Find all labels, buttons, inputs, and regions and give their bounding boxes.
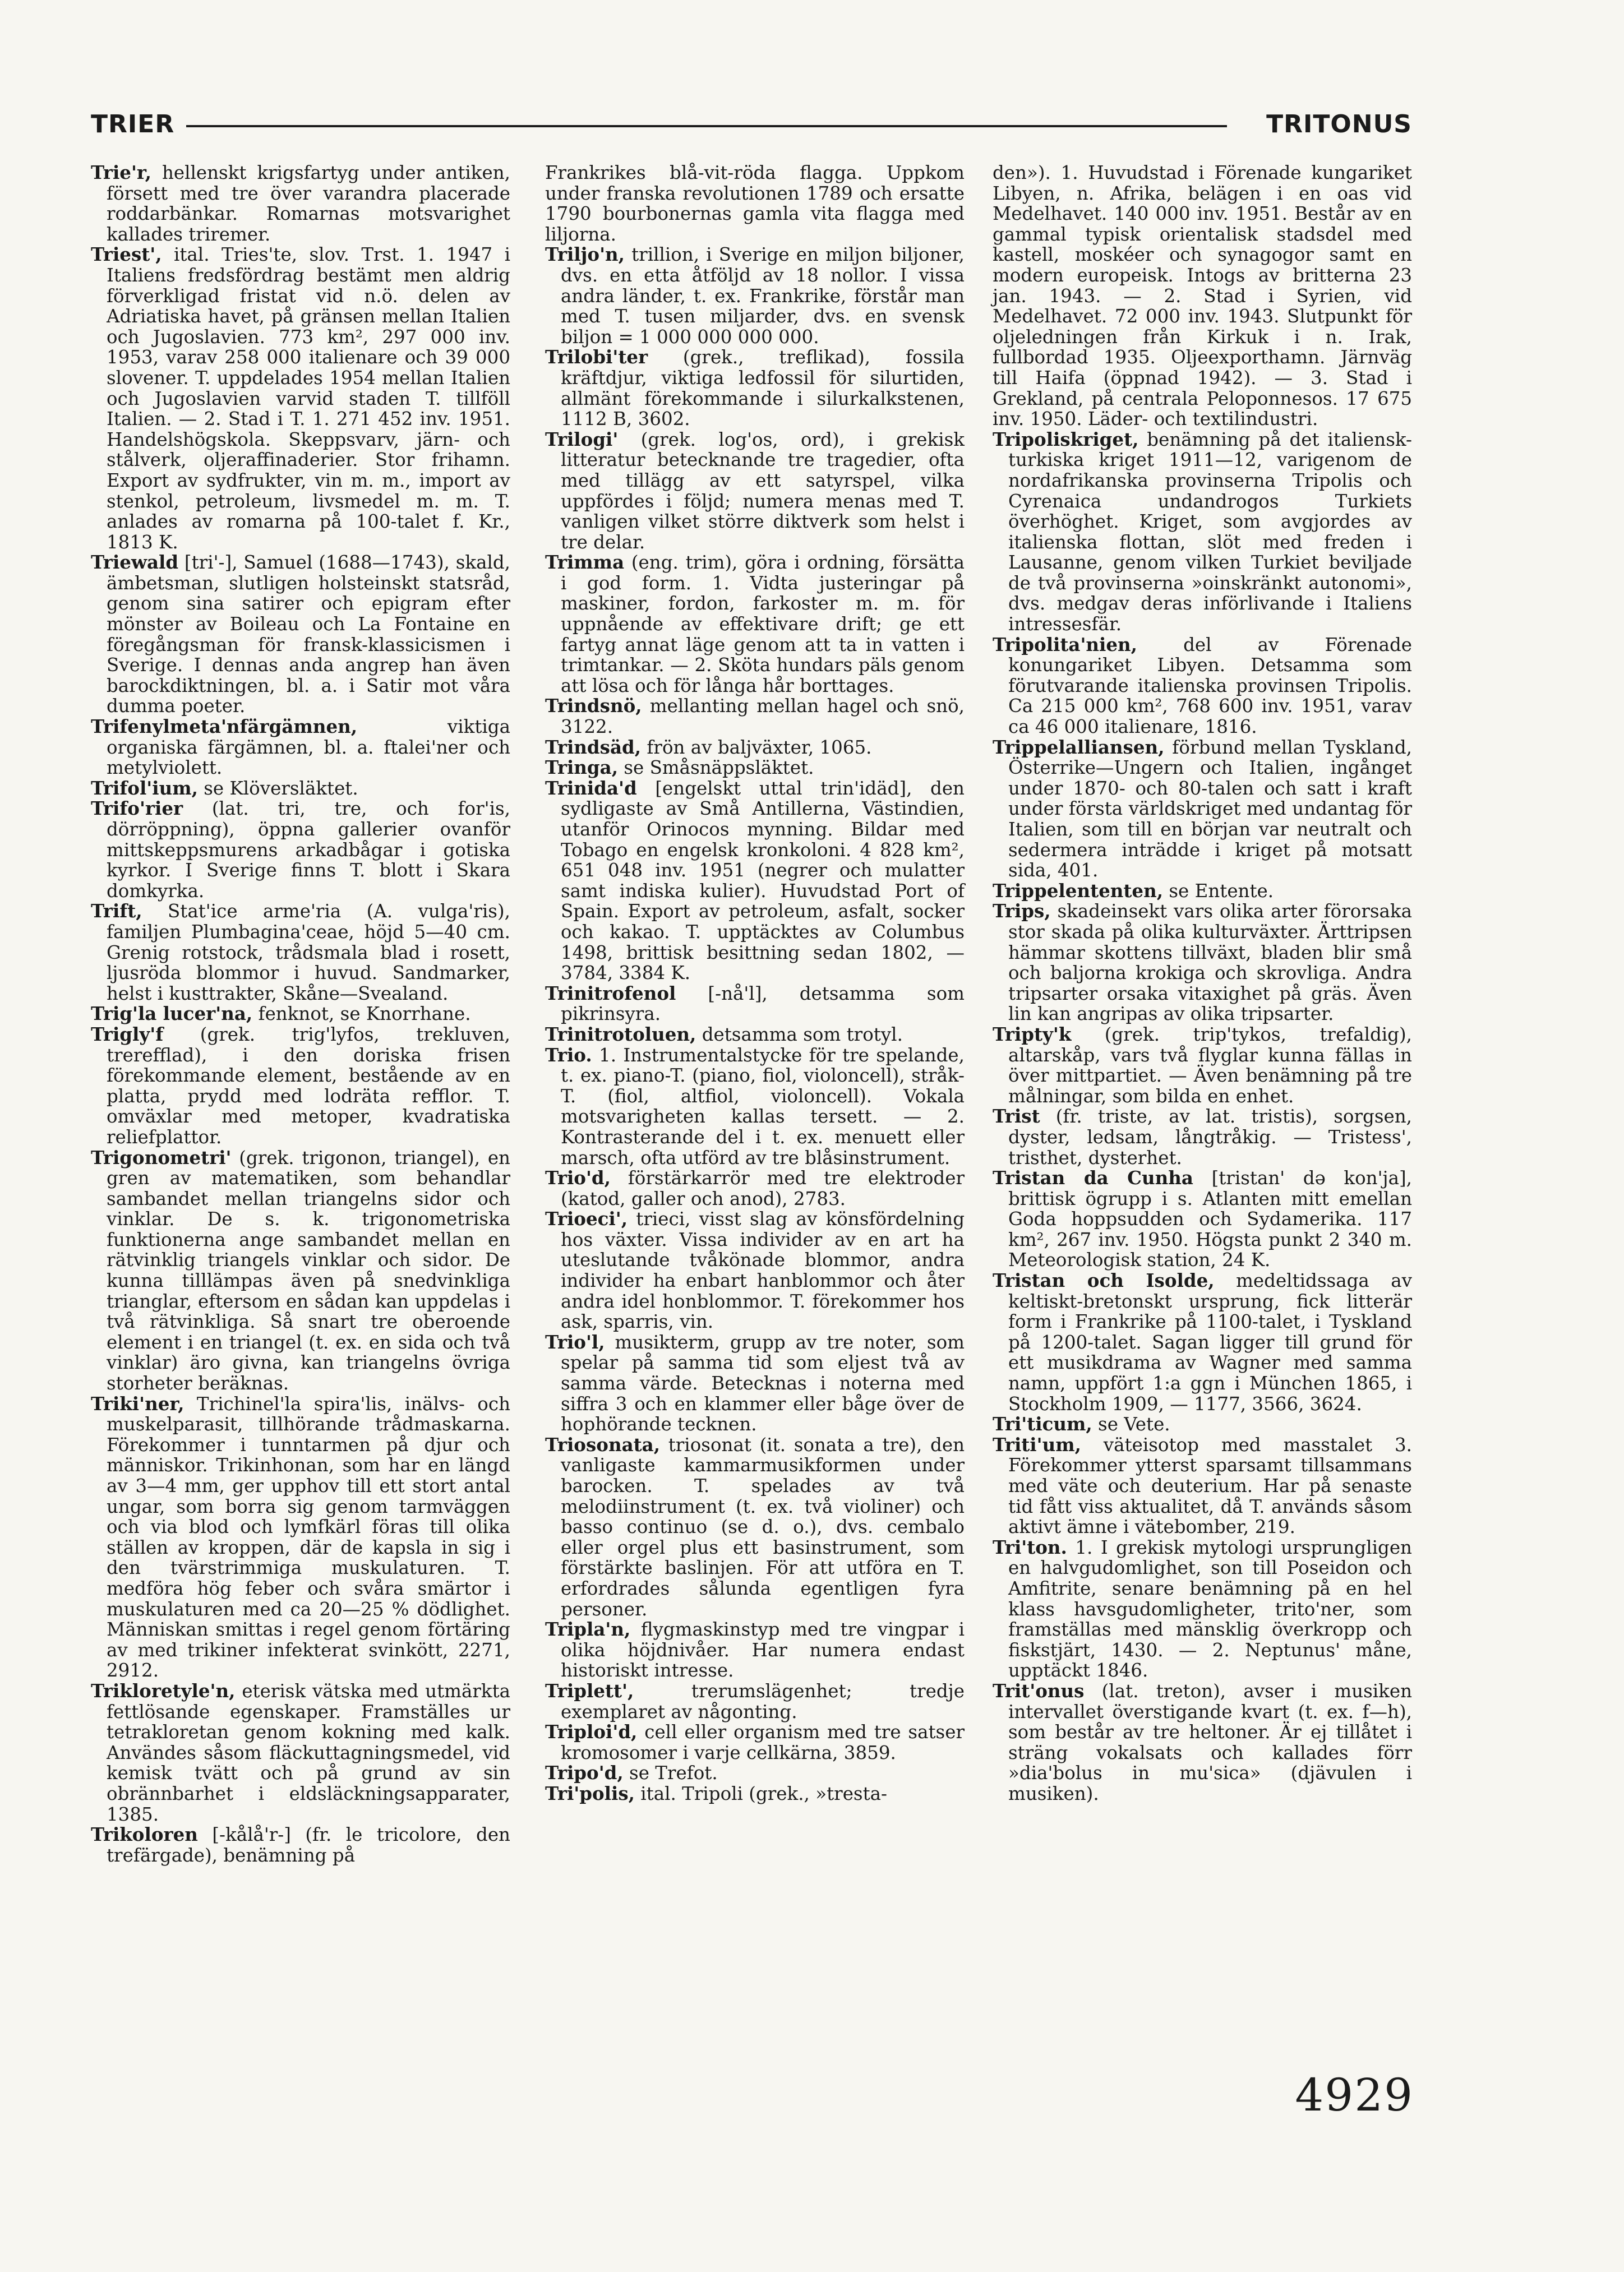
dictionary-entry — [91, 778, 510, 799]
entry-definition: (grek. trigonon, triangel), en gren av matematiken, som behandlar sambandet mellan triangelns sidor och vinklar. De s. k. trigonometriska funktionerna ange sambandet mellan en rätvinklig triangels vinklar och sidor. De kunna tilllämpas även på snedvinkliga trianglar, eftersom en sådan kan uppdelas i två rätvinkliga. Så snart tre oberoende element i en triangel (t. ex. en sida och två vinklar) äro givna, kan triangelns övriga storheter beräknas. — [107, 1147, 510, 1394]
entry-definition: triosonat (it. sonata a tre), den vanligaste kammarmusikformen under barocken. T. spelades av två melodiinstrument (t. ex. två violiner) och basso continuo (se d. o.), dvs. cembalo eller orgel plus ett basinstrument, som förstärkte baslinjen. För att utföra en T. erfordrades sålunda egentligen fyra personer. — [561, 1434, 965, 1620]
entry-definition: [tri'-], Samuel (1688—1743), skald, ämbetsman, slutligen holsteinskt statsråd, genom sina satirer och epigram efter mönster av Boileau och La Fontaine en föregångsman för fransk-klassicismen i Sverige. I dennas anda angrep han även barockdiktningen, bl. a. i Satir mot våra dumma poeter. — [107, 552, 510, 717]
entry-definition: benämning på det italiensk-turkiska kriget 1911—12, varigenom de nordafrikanska provinserna Tripolis och Cyrenaica undandrogos Turkiets överhöghet. Kriget, som avgjordes av italienska flottan, slöt med freden i Lausanne, genom vilken Turkiet beviljade de två provinserna »oinskränkt autonomi», dvs. medgav deras införlivande i Italiens intressesfär. — [1008, 428, 1412, 635]
dictionary-entry — [545, 1209, 965, 1332]
dictionary-entry — [545, 1045, 965, 1169]
dictionary-entry — [993, 635, 1412, 737]
entry-definition: cell eller organism med tre satser kromosomer i varje cellkärna, 3859. — [561, 1721, 965, 1763]
text-column-1 — [91, 163, 510, 1865]
dictionary-entry — [993, 1271, 1412, 1414]
dictionary-entry — [91, 717, 510, 778]
entry-definition: se Vete. — [1092, 1414, 1170, 1435]
dictionary-entry — [545, 1722, 965, 1763]
entry-headword: Trilobi'ter — [545, 346, 648, 368]
dictionary-entry — [545, 1435, 965, 1619]
entry-headword: Trikloretyle'n, — [91, 1679, 236, 1702]
dictionary-entry — [91, 1024, 510, 1148]
dictionary-entry — [993, 1168, 1412, 1271]
entry-headword: Tristan da Cunha — [993, 1167, 1193, 1189]
entry-definition: ital. Tripoli (grek., »tresta- — [634, 1782, 888, 1804]
dictionary-entry — [993, 1537, 1412, 1681]
dictionary-entry — [91, 1148, 510, 1394]
running-header — [91, 108, 1412, 141]
entry-definition: skadeinsekt vars olika arter förorsaka stor skada på olika kulturväxter. Ärttripsen hämmar skottens tillväxt, bladen blir små och baljorna krokiga och skrovliga. Andra tripsarter orsaka vitaxighet på gräs. Även lin kan angripas av olika tripsarter. — [1008, 901, 1412, 1025]
entry-definition: den»). 1. Huvudstad i Förenade kungariket Libyen, n. Afrika, belägen i en oas vid Medelhavet. 140 000 inv. 1951. Består av en gammal typisk orientalisk stadsdel med kastell, moskéer och synagogor samt en modern europeisk. Intogs av britterna 23 jan. 1943. — 2. Stad i Syrien, vid Medelhavet. 72 000 inv. 1943. Slutpunkt för oljeledningen från Kirkuk i n. Irak, fullbordad 1935. Oljeexporthamn. Järnväg till Haifa (öppnad 1942). — 3. Stad i Grekland, på centrala Peloponnesos. 17 675 inv. 1950. Läder- och textilindustri. — [993, 162, 1412, 430]
entry-definition: trieci, visst slag av könsfördelning hos växter. Vissa individer av en art ha uteslutande tvåkönade blommor, andra individer ha enbart hanblommor och åter andra idel honblommor. T. förekommer hos ask, sparris, vin. — [561, 1208, 965, 1333]
entry-definition: (lat. tri, tre, och for'is, dörröppning), öppna gallerier ovanför mittskeppsmurens arkadbågar i gotiska kyrkor. I Sverige finns T. blott i Skara domkyrka. — [107, 798, 510, 902]
entry-headword: Tri'ticum, — [993, 1413, 1092, 1435]
entry-headword: Trilogi' — [545, 428, 619, 450]
entry-definition: väteisotop med masstalet 3. Förekommer ytterst sparsamt tillsammans med väte och deuterium. Har på senaste tid fått viss aktualitet, då T. används såsom aktivt ämne i vätebomber, 219. — [1008, 1434, 1412, 1538]
dictionary-entry — [545, 778, 965, 983]
entry-headword: Trift, — [91, 900, 142, 922]
entry-headword: Trips, — [993, 900, 1051, 922]
dictionary-entry — [993, 737, 1412, 881]
entry-definition: frön av baljväxter, 1065. — [641, 736, 872, 758]
entry-definition: eterisk vätska med utmärkta fettlösande egenskaper. Framställes ur tetrakloretan genom kokning med kalk. Användes såsom fläckuttagningsmedel, vid kemisk tvätt och på grund av sin obrännbarhet i eldsläckningsapparater, 1385. — [107, 1680, 510, 1825]
dictionary-entry — [993, 1106, 1412, 1168]
entry-definition: förstärkarrör med tre elektroder (katod, galler och anod), 2783. — [561, 1167, 965, 1209]
entry-definition: ital. Tries'te, slov. Trst. 1. 1947 i Italiens fredsfördrag bestämt men aldrig förverkligad fristat vid n.ö. delen av Adriatiska havet, på gränsen mellan Italien och Jugoslavien. 773 km², 297 000 inv. 1953, varav 258 000 italienare och 39 000 slovener. T. uppdelades 1954 mellan Italien och Jugoslavien varvid staden T. tillföll Italien. — 2. Stad i T. 1. 271 452 inv. 1951. Handelshögskola. Skeppsvarv, järn- och stålverk, oljeraffinaderier. Stor frihamn. Export av sydfrukter, vin m. m., import av stenkol, petroleum, livsmedel m. m. T. anlades av romarna på 100-talet f. Kr., 1813 K. — [107, 244, 510, 553]
dictionary-entry — [91, 163, 510, 244]
entry-headword: Trippelalliansen, — [993, 736, 1165, 758]
entry-definition: (eng. trim), göra i ordning, försätta i god form. 1. Vidta justeringar på maskiner, fordon, farkoster m. m. för uppnående av effektivare drift; ge ett fartyg annat läge genom att ta in vatten i trimtankar. — 2. Sköta hundars päls genom att lösa och för långa hår borttages. — [561, 552, 965, 696]
entry-headword: Trindsäd, — [545, 736, 642, 758]
dictionary-entry — [545, 1168, 965, 1209]
entry-definition: trerumslägenhet; tredje exemplaret av någonting. — [561, 1680, 965, 1723]
entry-headword: Trifenylmeta'nfärgämnen, — [91, 715, 358, 738]
entry-headword: Trinitrotoluen, — [545, 1023, 696, 1045]
text-column-2 — [545, 163, 965, 1804]
entry-headword: Tripo'd, — [545, 1762, 624, 1784]
entry-definition: trillion, i Sverige en miljon biljoner, dvs. en etta åtföljd av 18 nollor. I vissa andra länder, t. ex. Frankrike, förstår man med T. tusen miljarder, dvs. en svensk biljon = 1 000 000 000 000. — [561, 244, 965, 348]
entry-definition: Trichinel'la spira'lis, inälvs- och muskelparasit, tillhörande trådmaskarna. Förekommer i tunntarmen på djur och människor. Trikinhonan, som har en längd av 3—4 mm, ger upphov till ett stort antal ungar, som borra sig genom tarmväggen och via blod och lymfkärl föras till olika ställen av kroppen, där de kapsla in sig i den tvärstrimmiga muskulaturen. T. medföra hög feber och svåra smärtor i muskulaturen med ca 20—25 % dödlighet. Människan smittas i regel genom förtäring av med trikiner infekterat svinkött, 2271, 2912. — [107, 1393, 510, 1682]
entry-definition: del av Förenade konungariket Libyen. Detsamma som förutvarande italienska provinsen Tripolis. Ca 215 000 km², 768 600 inv. 1951, varav ca 46 000 italienare, 1816. — [1008, 634, 1412, 738]
entry-headword: Tripoliskriget, — [993, 428, 1139, 450]
dictionary-entry — [91, 798, 510, 901]
entry-definition: mellanting mellan hagel och snö, 3122. — [561, 695, 965, 738]
entry-definition: musikterm, grupp av tre noter, som spelar på samma tid som eljest två av samma värde. Betecknas i noterna med siffra 3 och en klammer eller båge över de hophörande tecknen. — [561, 1331, 965, 1435]
entry-headword: Trist — [993, 1105, 1040, 1128]
entry-definition: fenknot, se Knorrhane. — [252, 1003, 471, 1025]
dictionary-entry — [545, 1763, 965, 1784]
dictionary-entry — [545, 1784, 965, 1804]
entry-headword: Triljo'n, — [545, 243, 625, 266]
entry-headword: Tri'polis, — [545, 1782, 635, 1804]
dictionary-entry — [545, 430, 965, 553]
entry-definition: (grek. trip'tykos, trefaldig), altarskåp, vars två flyglar kunna fällas in över mittpartiet. — Även benämning på tre målningar, som bilda en enhet. — [1008, 1023, 1412, 1107]
entry-definition: förbund mellan Tyskland, Österrike—Ungern och Italien, ingånget under 1870- och 80-talen och satt i kraft under första världskriget med undantag för Italien, som till en början var neutralt och sedermera inträdde i kriget på motsatt sida, 401. — [1008, 736, 1412, 881]
header-first-entry: TRIER — [91, 110, 175, 138]
entry-definition: 1. I grekisk mytologi ursprungligen en halvgudomlighet, son till Poseidon och Amfitrite, senare benämning på en hel klass havsgudomligheter, trito'ner, som framställas med mänsklig överkropp och fiskstjärt, 1430. — 2. Neptunus' måne, upptäckt 1846. — [1008, 1536, 1412, 1682]
entry-headword: Trinitrofenol — [545, 982, 676, 1004]
dictionary-entry — [91, 1004, 510, 1024]
entry-definition: se Småsnäppsläktet. — [618, 757, 814, 779]
dictionary-entry — [545, 347, 965, 429]
entry-headword: Trifo'rier — [91, 797, 183, 820]
entry-headword: Trindsnö, — [545, 695, 642, 717]
text-column-3 — [993, 163, 1412, 1804]
entry-definition: se Klöversläktet. — [197, 777, 358, 799]
entry-definition: [-kålå'r-] (fr. le tricolore, den trefärgade), benämning på — [107, 1824, 510, 1866]
header-rule — [186, 125, 1227, 127]
page-number: 4929 — [1295, 2069, 1414, 2121]
dictionary-entry — [545, 552, 965, 696]
dictionary-entry — [993, 901, 1412, 1024]
entry-definition: flygmaskinstyp med tre vingpar i olika höjdnivåer. Har numera endast historiskt intresse. — [561, 1619, 965, 1682]
entry-definition: [engelskt uttal trin'idäd], den sydligaste av Små Antillerna, Västindien, utanför Orinocos mynning. Bildar med Tobago en engelsk kronkoloni. 4 828 km², 651 048 inv. 1951 (negrer och mulatter samt indiska kulier). Huvudstad Port of Spain. Export av petroleum, asfalt, socker och kakao. T. upptäcktes av Columbus 1498, brittisk besittning sedan 1802, — 3784, 3384 K. — [561, 777, 965, 984]
dictionary-entry — [993, 1024, 1412, 1106]
entry-headword: Trio'l, — [545, 1331, 605, 1353]
dictionary-entry — [91, 244, 510, 552]
dictionary-entry — [545, 244, 965, 347]
entry-headword: Tripolita'nien, — [993, 633, 1138, 655]
entry-headword: Triest', — [91, 243, 162, 266]
entry-definition: se Entente. — [1163, 880, 1274, 902]
dictionary-entry — [993, 1681, 1412, 1804]
entry-definition: Frankrikes blå-vit-röda flagga. Uppkom under franska revolutionen 1789 och ersatte 1790 bourbonernas gamla vita flagga med liljorna. — [545, 162, 965, 245]
entry-definition: se Trefot. — [623, 1762, 718, 1784]
dictionary-entry — [545, 758, 965, 778]
entry-headword: Tristan och Isolde, — [993, 1269, 1215, 1292]
dictionary-entry — [91, 1825, 510, 1865]
entry-headword: Trio. — [545, 1043, 592, 1066]
dictionary-entry — [91, 901, 510, 1004]
entry-headword: Tringa, — [545, 756, 619, 779]
header-last-entry: TRITONUS — [1266, 110, 1412, 138]
entry-definition: [-nå'l], detsamma som pikrinsyra. — [561, 982, 965, 1025]
dictionary-entry — [545, 1024, 965, 1045]
entry-headword: Trinida'd — [545, 777, 637, 799]
entry-definition: [tristan' də kon'ja], brittisk ögrupp i s. Atlanten mitt emellan Goda hoppsudden och Sydamerika. 117 km², 267 inv. 1950. Högsta punkt 2 340 m. Meteorologisk station, 24 K. — [1008, 1167, 1412, 1271]
entry-headword: Triploi'd, — [545, 1721, 638, 1743]
entry-headword: Tri'ton. — [993, 1536, 1067, 1558]
entry-headword: Trie'r, — [91, 161, 151, 183]
dictionary-entry — [993, 881, 1412, 902]
entry-headword: Trifol'ium, — [91, 777, 198, 799]
dictionary-entry — [993, 430, 1412, 635]
entry-headword: Trio'd, — [545, 1167, 611, 1189]
dictionary-entry — [993, 1435, 1412, 1537]
entry-headword: Trioeci', — [545, 1208, 628, 1230]
entry-headword: Trimma — [545, 551, 625, 574]
entry-definition: (lat. treton), avser i musiken intervallet överstigande kvart (t. ex. f—h), som består av tre heltoner. Är ej tillåtet i sträng vokalsats och kallades förr »dia'bolus in mu'sica» (djävulen i musiken). — [1008, 1680, 1412, 1804]
entry-definition: viktiga organiska färgämnen, bl. a. ftalei'ner och metylviolett. — [107, 716, 510, 779]
entry-definition: Stat'ice arme'ria (A. vulga'ris), familjen Plumbagina'ceae, höjd 5—40 cm. Grenig rotstock, trådsmala blad i rosett, ljusröda blommor i huvud. Sandmarker, helst i kusttrakter, Skåne—Svealand. — [107, 901, 510, 1004]
entry-headword: Tripty'k — [993, 1023, 1072, 1045]
dictionary-entry — [545, 737, 965, 758]
entry-headword: Trigly'f — [91, 1023, 164, 1045]
dictionary-entry — [91, 1394, 510, 1681]
entry-headword: Tripla'n, — [545, 1618, 631, 1641]
entry-definition: 1. Instrumentalstycke för tre spelande, t. ex. piano-T. (piano, fiol, violoncell), stråk-T. (fiol, altfiol, violoncell). Vokala motsvarigheten kallas tersett. — 2. Kontrasterande del i t. ex. menuett eller marsch, ofta utförd av tre blåsinstrument. — [561, 1044, 965, 1169]
dictionary-entry — [545, 1681, 965, 1722]
entry-definition: medeltidssaga av keltiskt-bretonskt ursprung, fick litterär form i Frankrike på 1100-talet, i Tyskland på 1200-talet. Sagan ligger till grund för ett musikdrama av Wagner med samma namn, uppfört 1:a ggn i München 1865, i Stockholm 1909, — 1177, 3566, 3624. — [1008, 1270, 1412, 1415]
entry-headword: Triosonata, — [545, 1433, 661, 1456]
entry-definition: (grek., treflikad), fossila kräftdjur, viktiga ledfossil för silurtiden, allmänt förekommande i silurkalkstenen, 1112 B, 3602. — [561, 347, 965, 430]
dictionary-entry — [993, 163, 1412, 430]
entry-headword: Trig'la lucer'na, — [91, 1003, 253, 1025]
entry-headword: Trigonometri' — [91, 1146, 232, 1169]
dictionary-entry — [993, 1414, 1412, 1435]
entry-definition: (grek. log'os, ord), i grekisk litteratur betecknande tre tragedier, ofta med tillägg av ett satyrspel, vilka uppfördes i följd; numera menas med T. vanligen vilket större diktverk som helst i tre delar. — [561, 428, 965, 553]
dictionary-entry — [545, 1619, 965, 1681]
entry-headword: Triti'um, — [993, 1433, 1081, 1456]
dictionary-entry — [545, 983, 965, 1024]
entry-headword: Trippelententen, — [993, 879, 1164, 902]
dictionary-entry — [545, 696, 965, 737]
entry-headword: Triplett', — [545, 1679, 634, 1702]
entry-definition: (fr. triste, av lat. tristis), sorgsen, dyster, ledsam, långtråkig. — Tristess', tristhet, dysterhet. — [1008, 1106, 1412, 1169]
dictionary-entry — [545, 1332, 965, 1435]
dictionary-entry — [545, 163, 965, 244]
entry-headword: Trikoloren — [91, 1823, 198, 1846]
dictionary-entry — [91, 552, 510, 717]
entry-definition: hellenskt krigsfartyg under antiken, försett med tre över varandra placerade roddarbänkar. Romarnas motsvarighet kallades triremer. — [107, 162, 510, 245]
entry-definition: detsamma som trotyl. — [696, 1023, 903, 1045]
entry-headword: Trit'onus — [993, 1679, 1085, 1702]
entry-headword: Triewald — [91, 551, 179, 574]
entry-headword: Triki'ner, — [91, 1392, 184, 1415]
dictionary-entry — [91, 1681, 510, 1825]
entry-definition: (grek. trig'lyfos, trekluven, trerefflad), i den doriska frisen förekommande element, bestående av en platta, prydd med lodräta refflor. T. omväxlar med metoper, kvadratiska reliefplattor. — [107, 1023, 510, 1148]
